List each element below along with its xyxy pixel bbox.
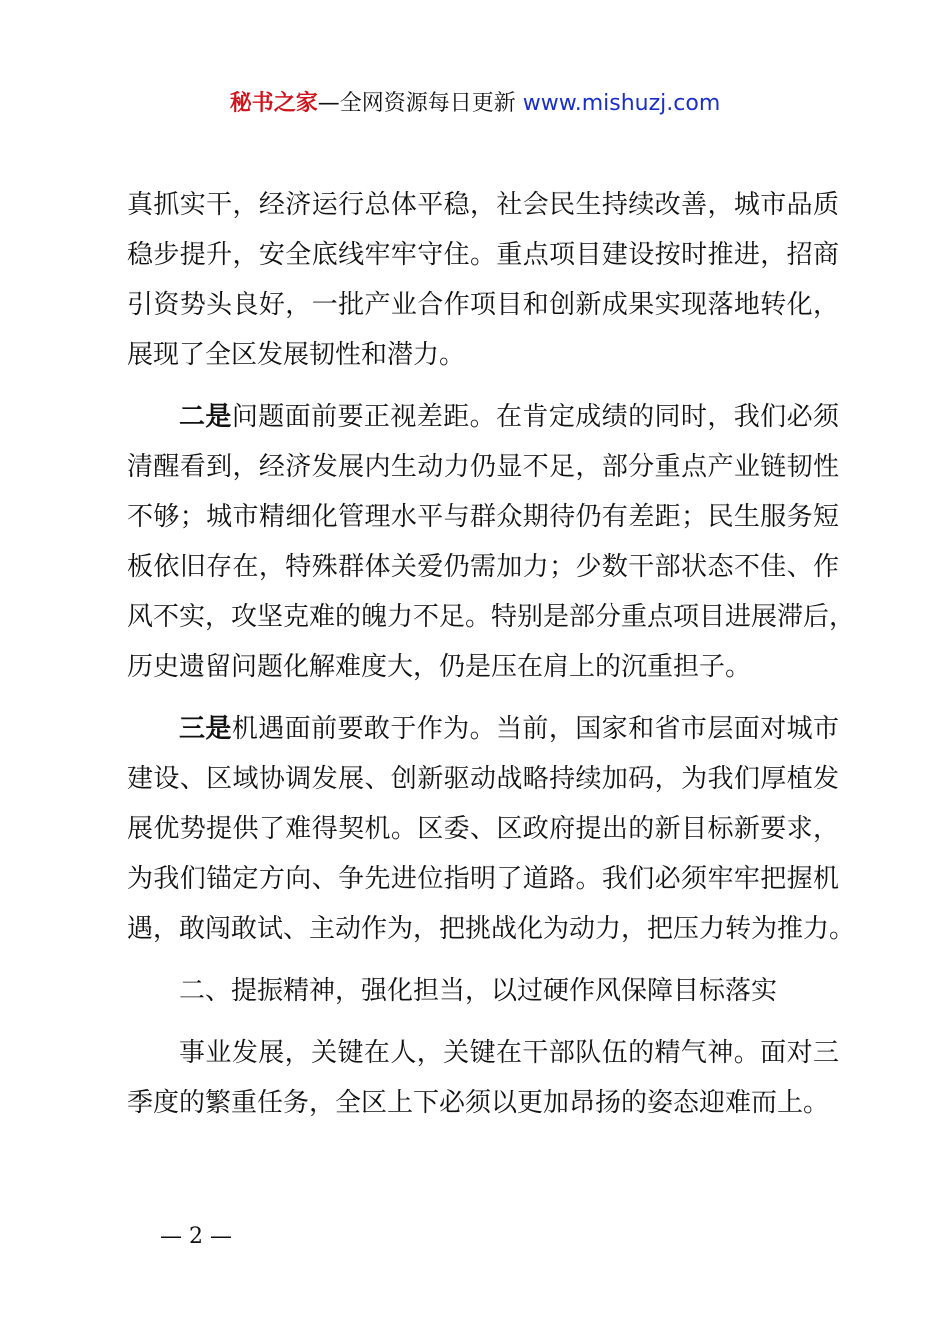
section-heading: 二、提振精神，强化担当，以过硬作风保障目标落实 — [179, 976, 778, 1006]
header-tagline: —全网资源每日更新 — [317, 91, 516, 116]
brand-name: 秘书之家 — [229, 91, 318, 116]
text-line: 历史遗留问题化解难度大，仍是压在肩上的沉重担子。 — [127, 652, 752, 682]
text-line: 展优势提供了难得契机。区委、区政府提出的新目标新要求， — [127, 814, 839, 844]
text-line — [127, 392, 839, 442]
paragraph-lead: 二是 — [179, 402, 232, 432]
text-line: 展现了全区发展韧性和潜力。 — [127, 340, 466, 370]
text-line: 为我们锚定方向、争先进位指明了道路。我们必须牢牢把握机 — [127, 864, 839, 894]
text-line: 引资势头良好，一批产业合作项目和创新成果实现落地转化， — [127, 290, 839, 320]
document-body — [127, 180, 856, 1128]
paragraph-lead: 三是 — [179, 714, 232, 744]
text-line: 季度的繁重任务，全区上下必须以更加昂扬的姿态迎难而上。 — [127, 1088, 830, 1118]
paragraph-4 — [127, 1028, 839, 1128]
text-line: 建设、区域协调发展、创新驱动战略持续加码，为我们厚植发 — [127, 764, 839, 794]
paragraph-1 — [127, 180, 839, 380]
paragraph-2 — [127, 392, 856, 692]
text-line: 板依旧存在，特殊群体关爱仍需加力；少数干部状态不佳、作 — [127, 552, 839, 582]
site-header — [0, 88, 950, 120]
text-span: 问题面前要正视差距。在肯定成绩的同时，我们必须 — [231, 402, 839, 432]
site-url[interactable]: www.mishuzj.com — [522, 91, 721, 116]
text-line: 风不实，攻坚克难的魄力不足。特别是部分重点项目进展滞后， — [127, 602, 856, 632]
text-line: 真抓实干，经济运行总体平稳，社会民生持续改善，城市品质 — [127, 190, 839, 220]
text-line: 遇，敢闯敢试、主动作为，把挑战化为动力，把压力转为推力。 — [127, 914, 856, 944]
text-line: 不够；城市精细化管理水平与群众期待仍有差距；民生服务短 — [127, 502, 839, 532]
text-span: 机遇面前要敢于作为。当前，国家和省市层面对城市 — [231, 714, 839, 744]
page-number: — 2 — — [160, 1224, 232, 1249]
text-line — [127, 704, 839, 754]
text-line: 稳步提升，安全底线牢牢守住。重点项目建设按时推进，招商 — [127, 240, 839, 270]
paragraph-3 — [127, 704, 856, 954]
text-line: 清醒看到，经济发展内生动力仍显不足，部分重点产业链韧性 — [127, 452, 839, 482]
text-line: 事业发展，关键在人，关键在干部队伍的精气神。面对三 — [179, 1038, 839, 1068]
